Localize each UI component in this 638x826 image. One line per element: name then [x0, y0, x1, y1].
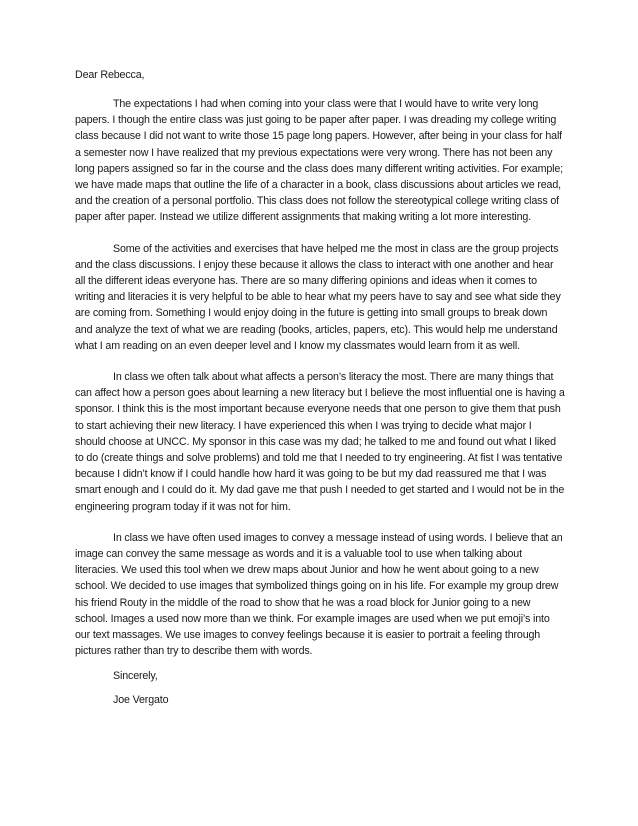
paragraph-activities: Some of the activities and exercises that have helped me the most in class are the group projects and the class discussions. I enjoy these because it allows the class to interact with one another and hear all the different ideas everyone has. There are so many differing opinions and ideas when it comes to writing and literacies it is very helpful to be able to hear what my peers have to say and see what side they are coming from. Something I would enjoy doing in the future is getting into small groups to break down and analyze the text of what we are reading (books, articles, papers, etc). This would help me understand what I am reading on an even deeper level and I know my classmates would learn from it as well. [75, 242, 561, 352]
paragraph-expectations: The expectations I had when coming into your class were that I would have to write very long papers. I though the entire class was just going to be paper after paper. I was dreading my college writing class because I did not want to write those 15 page long papers. However, after being in your class for half a semester now I have realized that my previous expectations were very wrong. There has not been any long papers assigned so far in the course and the class does many different writing activities. For example; we have made maps that outline the life of a character in a book, class discussions about articles we read, and the creation of a personal portfolio. This class does not follow the stereotypical college writing class of paper after paper. Instead we utilize different assignments that making writing a lot more interesting. [75, 98, 563, 224]
paragraph-literacy-sponsor: In class we often talk about what affects a person’s literacy the most. There are many things that can affect how a person goes about learning a new literacy but I believe the most influential one is having a sponsor. I think this is the most important because everyone needs that one person to give them that push to start achieving their new literacy. I have experienced this when I was trying to decide what major I should choose at UNCC. My sponsor in this case was my dad; he talked to me and found out what I liked to do (create things and solve problems) and told me that I needed to try engineering. At fist I was tentative because I didn’t know if I could handle how hard it was going to be but my dad reassured me that I was smart enough and I could do it. My dad gave me that push I needed to get started and I would not be in the engineering program today if it was not for him. [75, 371, 565, 513]
greeting: Dear Rebecca, [75, 69, 145, 81]
letter-body [75, 96, 565, 675]
paragraph-images: In class we have often used images to convey a message instead of using words. I believe that an image can convey the same message as words and it is a valuable tool to use when talking about literacies. We used this tool when we drew maps about Junior and how he went about going to a new school. We decided to use images that symbolized things going on in his life. For example my group drew his friend Routy in the middle of the road to show that he was a road block for Junior going to a new school. Images a used now more than we think. For example images are used when we put emoji’s into our text massages. We use images to convey feelings because it is easier to portrait a feeling through pictures rather than try to describe them with words. [75, 531, 563, 658]
signature: Joe Vergato [113, 694, 169, 706]
closing: Sincerely, [113, 670, 158, 682]
